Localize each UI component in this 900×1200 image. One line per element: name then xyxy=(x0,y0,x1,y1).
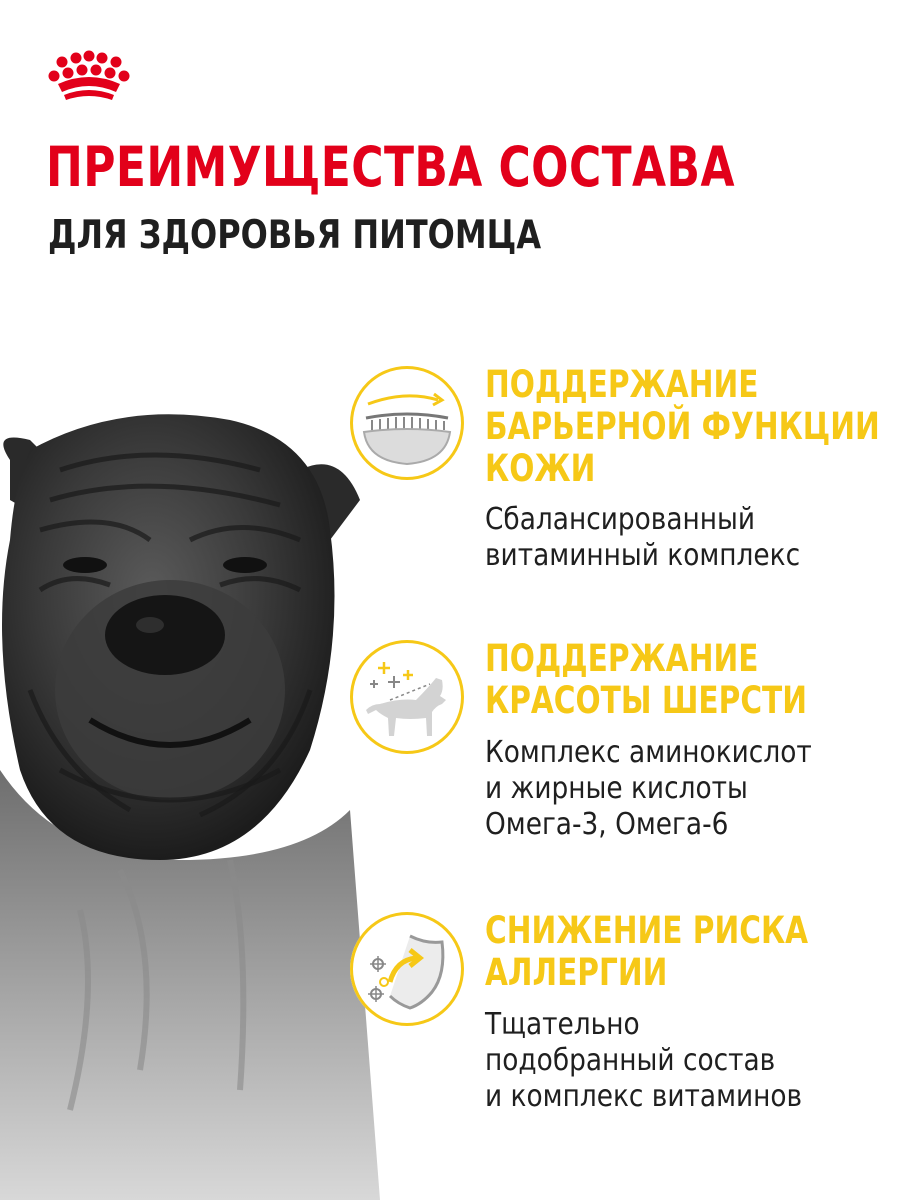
benefit-desc-line: и комплекс витаминов xyxy=(485,1079,803,1114)
allergy-icon-badge xyxy=(350,912,464,1026)
benefit-title-line: СНИЖЕНИЕ РИСКА xyxy=(485,909,809,952)
skin-barrier-icon xyxy=(350,366,464,480)
page-subtitle: ДЛЯ ЗДОРОВЬЯ ПИТОМЦА xyxy=(48,213,542,258)
benefit-desc-line: Омега-3, Омега-6 xyxy=(485,807,729,842)
benefit-desc-line: подобранный состав xyxy=(485,1043,776,1078)
benefit-description xyxy=(485,502,800,574)
crown-icon xyxy=(46,48,132,104)
benefit-title-line: БАРЬЕРНОЙ ФУНКЦИИ xyxy=(485,405,880,448)
benefit-description xyxy=(485,735,812,843)
benefit-title xyxy=(485,638,807,722)
benefit-desc-line: Тщательно xyxy=(485,1007,640,1042)
benefit-desc-line: Комплекс аминокислот xyxy=(485,735,812,770)
benefit-title-line: ПОДДЕРЖАНИЕ xyxy=(485,637,759,680)
dog-photo xyxy=(0,390,380,1200)
benefit-title xyxy=(485,364,880,490)
benefit-title-line: АЛЛЕРГИИ xyxy=(485,951,668,994)
benefit-title-line: КОЖИ xyxy=(485,447,596,490)
skin-barrier-icon-badge xyxy=(350,366,464,480)
benefit-title-line: ПОДДЕРЖАНИЕ xyxy=(485,363,759,406)
benefit-title xyxy=(485,910,808,994)
benefit-desc-line: Сбалансированный xyxy=(485,502,756,537)
shiny-coat-dog-icon xyxy=(350,640,464,754)
benefit-desc-line: и жирные кислоты xyxy=(485,771,748,806)
allergy-shield-icon xyxy=(350,912,464,1026)
shiny-coat-icon-badge xyxy=(350,640,464,754)
benefit-description xyxy=(485,1007,802,1115)
benefit-desc-line: витаминный комплекс xyxy=(485,538,801,573)
benefit-title-line: КРАСОТЫ ШЕРСТИ xyxy=(485,679,808,722)
page-title: ПРЕИМУЩЕСТВА СОСТАВА xyxy=(46,135,735,199)
